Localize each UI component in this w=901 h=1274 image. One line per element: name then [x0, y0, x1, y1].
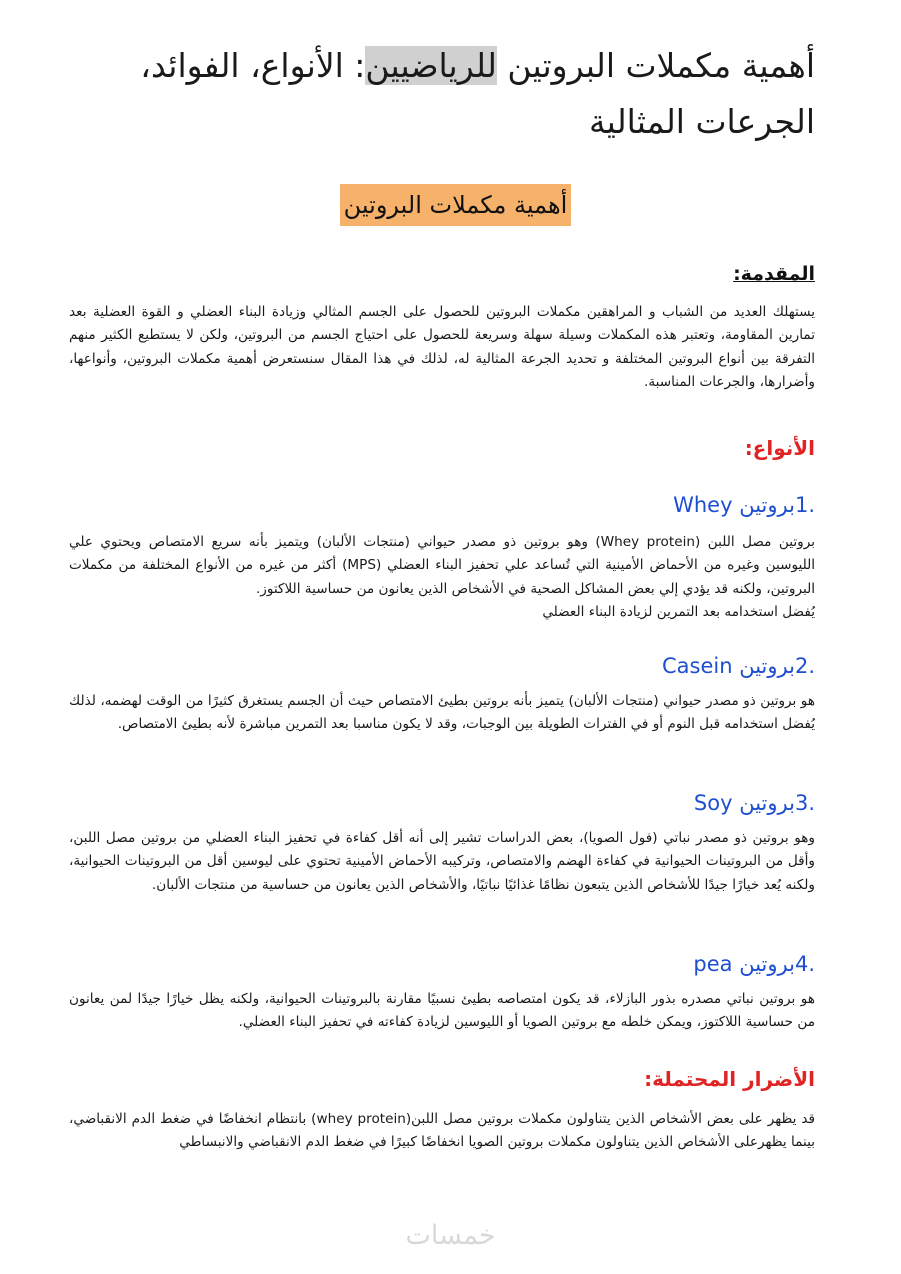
type-heading-casein	[662, 654, 815, 678]
type-paragraph-pea: هو بروتين نباتي مصدره بذور البازلاء، قد يكون امتصاصه بطيئ نسبيًا مقارنة بالبروتينات الحيوانية، ولكنه يظل خيارًا جيدًا لمن يعانون من حساسية اللاكتوز، ويمكن خلطه مع بروتين الصويا أو الليوسين لزيادة كفاءته في تحفيز البناء العضلي.	[69, 991, 815, 1031]
type-name: بروتين Casein	[661, 654, 795, 678]
type-number: 4.	[794, 952, 815, 976]
title-part-1: أهمية مكملات البروتين	[496, 46, 815, 85]
type-heading-pea	[693, 952, 815, 976]
page-title	[85, 38, 815, 150]
type-name: بروتين pea	[693, 952, 795, 976]
intro-heading: المقدمة:	[733, 263, 815, 285]
harms-paragraph: قد يظهر على بعض الأشخاص الذين يتناولون مكملات بروتين مصل اللبن(whey protein) بانتظام انخفاضًا في ضغط الدم الانقباضي، بينما يظهرعلى الأشخاص الذين يتناولون مكملات بروتين الصويا انخفاضًا كبيرًا في ضغط الدم الانقباضي والانبساطي	[69, 1111, 815, 1151]
type-number: 1.	[794, 493, 815, 517]
type-number: 3.	[794, 791, 815, 815]
intro-paragraph: يستهلك العديد من الشباب و المراهقين مكملات البروتين للحصول على الجسم المثالي وزيادة البناء العضلي و القوة العضلية بعد تمارين المقاومة، وتعتبر هذه المكملات وسيلة سهلة وسريعة للحصول على احتياج الجسم من البروتين، ولكن لا يستطيع الكثير منهم التفرقة بين أنواع البروتين المختلفة و تحديد الجرعة المثالية له، لذلك في هذا المقال سنستعرض أهمية مكملات البروتين، وأنواعها، وأضرارها، والجرعات المناسبة.	[69, 304, 815, 391]
types-heading: الأنواع:	[744, 436, 815, 460]
type-paragraph-whey: بروتين مصل اللبن (Whey protein) وهو بروتين ذو مصدر حيواني (منتجات الألبان) ويتميز بأنه سريع الامتصاص ويحتوي علي الليوسين وغيره من الأحماض الأمينية التي تُساعد علي تحفيز البناء العضلي (MPS) أكثر من غيره من الأنواع المختلفة من مكملات البروتين، ولكنه قد يؤدي إلي بعض المشاكل الصحية في الأشخاص الذين يعانون من حساسية اللاكتوز.	[69, 534, 816, 597]
harms-heading: الأضرار المحتملة:	[644, 1067, 815, 1091]
section-banner: أهمية مكملات البروتين	[340, 184, 572, 226]
type-heading-soy	[694, 791, 815, 815]
type-paragraph-soy: وهو بروتين ذو مصدر نباتي (فول الصويا)، بعض الدراسات تشير إلى أنه أقل كفاءة في تحفيز البناء العضلي من بروتين مصل اللبن، وأقل من البروتينات الحيوانية في كفاءة الهضم والامتصاص، وتركيبه الأحماض الأمينية تحتوي على ليوسين أقل من البروتينات الحيوانية، ولكنه يُعد خيارًا جيدًا للأشخاص الذين يتبعون نظامًا غذائيًا نباتيًا، والأشخاص الذين يعانون من حساسية من منتجات الألبان.	[69, 830, 815, 893]
type-heading-whey	[673, 493, 815, 517]
type-paragraph-casein: هو بروتين ذو مصدر حيواني (منتجات الألبان) يتميز بأنه بروتين بطيئ الامتصاص حيث أن الجسم يستغرق كثيرًا من الوقت لهضمه، لذلك يُفضل استخدامه قبل النوم أو في الفترات الطويلة بين الوجبات، وقد لا يكون مناسبا بعد التمرين مباشرة لأنه بطيئ الامتصاص.	[69, 693, 815, 733]
type-number: 2.	[794, 654, 815, 678]
banner-container	[0, 184, 901, 226]
watermark-logo: خمسات	[405, 1220, 496, 1251]
type-name: بروتين Whey	[673, 493, 795, 517]
title-highlighted-word: للرياضيين	[365, 46, 497, 85]
title-part-2: : الأنواع، الفوائد، الجرعات المثالية	[140, 46, 815, 141]
type-name: بروتين Soy	[693, 791, 795, 815]
type-note-whey: يُفضل استخدامه بعد التمرين لزيادة البناء العضلي	[542, 604, 815, 620]
